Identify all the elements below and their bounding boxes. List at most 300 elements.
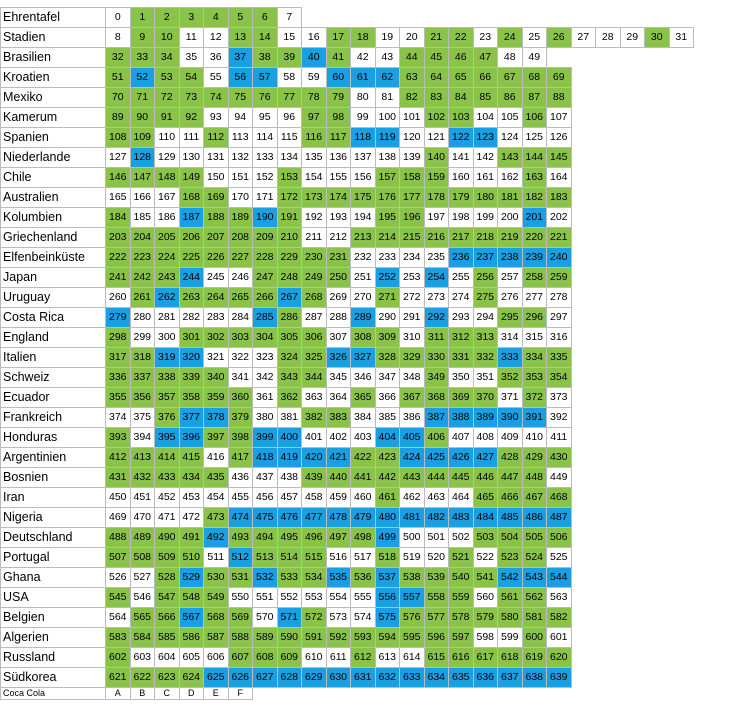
grid-cell[interactable]: 204 — [130, 228, 155, 248]
grid-cell[interactable]: 568 — [204, 608, 229, 628]
team-name[interactable]: Südkorea — [1, 668, 106, 688]
grid-cell[interactable]: 230 — [302, 248, 327, 268]
grid-cell[interactable]: 441 — [351, 468, 376, 488]
grid-cell[interactable]: 314 — [498, 328, 523, 348]
grid-cell[interactable]: 614 — [400, 648, 425, 668]
grid-cell[interactable]: 386 — [400, 408, 425, 428]
grid-cell[interactable]: 173 — [302, 188, 327, 208]
grid-cell[interactable]: 164 — [547, 168, 572, 188]
grid-cell[interactable]: 545 — [106, 588, 131, 608]
grid-cell[interactable]: 405 — [400, 428, 425, 448]
grid-cell[interactable]: 98 — [326, 108, 351, 128]
team-name[interactable]: Iran — [1, 488, 106, 508]
grid-cell[interactable]: 548 — [179, 588, 204, 608]
grid-cell[interactable]: 598 — [473, 628, 498, 648]
grid-cell[interactable]: 229 — [277, 248, 302, 268]
grid-cell[interactable]: 502 — [449, 528, 474, 548]
grid-cell[interactable]: 609 — [277, 648, 302, 668]
grid-cell[interactable]: 409 — [498, 428, 523, 448]
grid-cell[interactable]: 596 — [424, 628, 449, 648]
grid-cell[interactable]: 28 — [596, 28, 621, 48]
grid-cell[interactable]: 138 — [375, 148, 400, 168]
grid-cell[interactable]: 258 — [522, 268, 547, 288]
grid-cell[interactable]: 242 — [130, 268, 155, 288]
grid-cell[interactable]: 66 — [473, 68, 498, 88]
grid-cell[interactable]: 142 — [473, 148, 498, 168]
grid-cell[interactable]: 132 — [228, 148, 253, 168]
grid-cell[interactable]: 307 — [326, 328, 351, 348]
team-name[interactable]: Schweiz — [1, 368, 106, 388]
grid-cell[interactable]: 526 — [106, 568, 131, 588]
grid-cell[interactable]: 198 — [449, 208, 474, 228]
grid-cell[interactable]: 512 — [228, 548, 253, 568]
grid-cell[interactable]: 271 — [375, 288, 400, 308]
team-name[interactable]: USA — [1, 588, 106, 608]
grid-cell[interactable]: 174 — [326, 188, 351, 208]
grid-cell[interactable]: 9 — [130, 28, 155, 48]
grid-cell[interactable]: 29 — [620, 28, 645, 48]
grid-cell[interactable]: 208 — [228, 228, 253, 248]
grid-cell[interactable]: 121 — [424, 128, 449, 148]
grid-cell[interactable]: 167 — [155, 188, 180, 208]
grid-cell[interactable]: 616 — [449, 648, 474, 668]
grid-cell[interactable]: 194 — [351, 208, 376, 228]
grid-cell[interactable]: 543 — [522, 568, 547, 588]
grid-cell[interactable]: 367 — [400, 388, 425, 408]
grid-cell[interactable]: A — [106, 688, 131, 700]
grid-cell[interactable]: 581 — [522, 608, 547, 628]
team-name[interactable]: Portugal — [1, 548, 106, 568]
grid-cell[interactable]: 39 — [277, 48, 302, 68]
team-name[interactable]: England — [1, 328, 106, 348]
grid-cell[interactable]: 46 — [449, 48, 474, 68]
grid-cell[interactable]: 553 — [302, 588, 327, 608]
grid-cell[interactable]: 470 — [130, 508, 155, 528]
grid-cell[interactable]: 188 — [204, 208, 229, 228]
grid-cell[interactable]: 423 — [375, 448, 400, 468]
grid-cell[interactable]: 522 — [473, 548, 498, 568]
grid-cell[interactable]: 475 — [253, 508, 278, 528]
grid-cell[interactable]: 339 — [179, 368, 204, 388]
grid-cell[interactable]: 369 — [449, 388, 474, 408]
grid-cell[interactable]: 479 — [351, 508, 376, 528]
grid-cell[interactable]: 514 — [277, 548, 302, 568]
grid-cell[interactable]: 16 — [302, 28, 327, 48]
grid-cell[interactable]: 606 — [204, 648, 229, 668]
grid-cell[interactable]: 248 — [277, 268, 302, 288]
grid-cell[interactable]: 322 — [228, 348, 253, 368]
grid-cell[interactable]: 283 — [204, 308, 229, 328]
grid-cell[interactable]: 507 — [106, 548, 131, 568]
grid-cell[interactable]: 76 — [253, 88, 278, 108]
grid-cell[interactable]: 329 — [400, 348, 425, 368]
grid-cell[interactable]: 20 — [400, 28, 425, 48]
grid-cell[interactable]: 468 — [547, 488, 572, 508]
grid-cell[interactable]: 3 — [179, 8, 204, 28]
grid-cell[interactable]: 521 — [449, 548, 474, 568]
grid-cell[interactable]: 443 — [400, 468, 425, 488]
grid-cell[interactable]: 15 — [277, 28, 302, 48]
grid-cell[interactable]: 250 — [326, 268, 351, 288]
grid-cell[interactable]: 591 — [302, 628, 327, 648]
grid-cell[interactable]: 143 — [498, 148, 523, 168]
grid-cell[interactable]: 220 — [522, 228, 547, 248]
grid-cell[interactable]: 489 — [130, 528, 155, 548]
grid-cell[interactable]: 437 — [253, 468, 278, 488]
grid-cell[interactable]: 244 — [179, 268, 204, 288]
grid-cell[interactable]: 391 — [522, 408, 547, 428]
grid-cell[interactable]: 627 — [253, 668, 278, 688]
grid-cell[interactable]: 238 — [498, 248, 523, 268]
grid-cell[interactable]: 303 — [228, 328, 253, 348]
grid-cell[interactable]: 186 — [155, 208, 180, 228]
grid-cell[interactable]: 421 — [326, 448, 351, 468]
grid-cell[interactable]: 341 — [228, 368, 253, 388]
grid-cell[interactable]: 528 — [155, 568, 180, 588]
grid-cell[interactable]: 631 — [351, 668, 376, 688]
grid-cell[interactable]: 252 — [375, 268, 400, 288]
grid-cell[interactable]: 195 — [375, 208, 400, 228]
grid-cell[interactable]: 382 — [302, 408, 327, 428]
grid-cell[interactable]: 461 — [375, 488, 400, 508]
grid-cell[interactable]: 54 — [179, 68, 204, 88]
team-name[interactable]: Kroatien — [1, 68, 106, 88]
grid-cell[interactable]: 251 — [351, 268, 376, 288]
grid-cell[interactable]: 433 — [155, 468, 180, 488]
grid-cell[interactable]: 467 — [522, 488, 547, 508]
grid-cell[interactable]: 207 — [204, 228, 229, 248]
grid-cell[interactable]: 424 — [400, 448, 425, 468]
grid-cell[interactable]: 558 — [424, 588, 449, 608]
team-name[interactable]: Algerien — [1, 628, 106, 648]
grid-cell[interactable]: 505 — [522, 528, 547, 548]
grid-cell[interactable]: 8 — [106, 28, 131, 48]
grid-cell[interactable]: 636 — [473, 668, 498, 688]
grid-cell[interactable]: 124 — [498, 128, 523, 148]
grid-cell[interactable]: 269 — [326, 288, 351, 308]
grid-cell[interactable]: 618 — [498, 648, 523, 668]
grid-cell[interactable]: 494 — [253, 528, 278, 548]
grid-cell[interactable]: 473 — [204, 508, 229, 528]
grid-cell[interactable]: 193 — [326, 208, 351, 228]
row-label-ehrentafel[interactable]: Ehrentafel — [1, 8, 106, 28]
grid-cell[interactable]: 159 — [424, 168, 449, 188]
grid-cell[interactable]: 80 — [351, 88, 376, 108]
grid-cell[interactable]: 538 — [400, 568, 425, 588]
grid-cell[interactable]: 550 — [228, 588, 253, 608]
grid-cell[interactable]: 44 — [400, 48, 425, 68]
grid-cell[interactable]: 126 — [547, 128, 572, 148]
grid-cell[interactable]: 247 — [253, 268, 278, 288]
grid-cell[interactable]: 497 — [326, 528, 351, 548]
grid-cell[interactable]: 81 — [375, 88, 400, 108]
grid-cell[interactable]: 426 — [449, 448, 474, 468]
grid-cell[interactable]: 65 — [449, 68, 474, 88]
grid-cell[interactable]: 578 — [449, 608, 474, 628]
grid-cell[interactable]: 448 — [522, 468, 547, 488]
grid-cell[interactable]: 249 — [302, 268, 327, 288]
grid-cell[interactable]: 232 — [351, 248, 376, 268]
grid-cell[interactable]: 471 — [155, 508, 180, 528]
grid-cell[interactable]: 464 — [449, 488, 474, 508]
grid-cell[interactable]: 571 — [277, 608, 302, 628]
grid-cell[interactable]: 350 — [449, 368, 474, 388]
grid-cell[interactable]: 150 — [204, 168, 229, 188]
grid-cell[interactable]: 583 — [106, 628, 131, 648]
grid-cell[interactable]: 24 — [498, 28, 523, 48]
grid-cell[interactable]: 607 — [228, 648, 253, 668]
team-name[interactable]: Italien — [1, 348, 106, 368]
grid-cell[interactable]: 110 — [155, 128, 180, 148]
grid-cell[interactable]: 394 — [130, 428, 155, 448]
grid-cell[interactable]: 429 — [522, 448, 547, 468]
grid-cell[interactable]: 447 — [498, 468, 523, 488]
grid-cell[interactable]: 73 — [179, 88, 204, 108]
grid-cell[interactable]: 278 — [547, 288, 572, 308]
grid-cell[interactable]: 498 — [351, 528, 376, 548]
row-label-coca-cola[interactable]: Coca Cola — [1, 688, 106, 700]
grid-cell[interactable]: 152 — [253, 168, 278, 188]
grid-cell[interactable]: 199 — [473, 208, 498, 228]
grid-cell[interactable]: 551 — [253, 588, 278, 608]
grid-cell[interactable]: 114 — [253, 128, 278, 148]
grid-cell[interactable]: 147 — [130, 168, 155, 188]
grid-cell[interactable]: 32 — [106, 48, 131, 68]
grid-cell[interactable]: 227 — [228, 248, 253, 268]
grid-cell[interactable]: 179 — [449, 188, 474, 208]
grid-cell[interactable]: 83 — [424, 88, 449, 108]
grid-cell[interactable]: 425 — [424, 448, 449, 468]
grid-cell[interactable]: 40 — [302, 48, 327, 68]
grid-cell[interactable]: 34 — [155, 48, 180, 68]
grid-cell[interactable]: 359 — [204, 388, 229, 408]
grid-cell[interactable]: 151 — [228, 168, 253, 188]
team-name[interactable]: Griechenland — [1, 228, 106, 248]
grid-cell[interactable]: 240 — [547, 248, 572, 268]
grid-cell[interactable]: 585 — [155, 628, 180, 648]
grid-cell[interactable]: 483 — [449, 508, 474, 528]
grid-cell[interactable]: 43 — [375, 48, 400, 68]
grid-cell[interactable]: 589 — [253, 628, 278, 648]
grid-cell[interactable]: 263 — [179, 288, 204, 308]
grid-cell[interactable]: 127 — [106, 148, 131, 168]
team-name[interactable]: Russland — [1, 648, 106, 668]
grid-cell[interactable]: 336 — [106, 368, 131, 388]
grid-cell[interactable]: 170 — [228, 188, 253, 208]
grid-cell[interactable]: 19 — [375, 28, 400, 48]
grid-cell[interactable]: 104 — [473, 108, 498, 128]
grid-cell[interactable]: 590 — [277, 628, 302, 648]
grid-cell[interactable]: 273 — [424, 288, 449, 308]
grid-cell[interactable]: 262 — [155, 288, 180, 308]
grid-cell[interactable]: 556 — [375, 588, 400, 608]
team-name[interactable]: Australien — [1, 188, 106, 208]
grid-cell[interactable]: 388 — [449, 408, 474, 428]
grid-cell[interactable]: 176 — [375, 188, 400, 208]
grid-cell[interactable]: 175 — [351, 188, 376, 208]
grid-cell[interactable]: 428 — [498, 448, 523, 468]
grid-cell[interactable]: 189 — [228, 208, 253, 228]
grid-cell[interactable]: 491 — [179, 528, 204, 548]
grid-cell[interactable]: 119 — [375, 128, 400, 148]
grid-cell[interactable]: 555 — [351, 588, 376, 608]
grid-cell[interactable]: 334 — [522, 348, 547, 368]
grid-cell[interactable]: 145 — [547, 148, 572, 168]
grid-cell[interactable]: 346 — [351, 368, 376, 388]
grid-cell[interactable]: 347 — [375, 368, 400, 388]
team-name[interactable]: Ecuador — [1, 388, 106, 408]
grid-cell[interactable]: 209 — [253, 228, 278, 248]
grid-cell[interactable]: 366 — [375, 388, 400, 408]
grid-cell[interactable]: 304 — [253, 328, 278, 348]
grid-cell[interactable]: 573 — [326, 608, 351, 628]
grid-cell[interactable]: 185 — [130, 208, 155, 228]
grid-cell[interactable]: 340 — [204, 368, 229, 388]
grid-cell[interactable]: 113 — [228, 128, 253, 148]
grid-cell[interactable]: 638 — [522, 668, 547, 688]
grid-cell[interactable]: 17 — [326, 28, 351, 48]
grid-cell[interactable]: 146 — [106, 168, 131, 188]
grid-cell[interactable]: 397 — [204, 428, 229, 448]
grid-cell[interactable]: 436 — [228, 468, 253, 488]
team-name[interactable]: Belgien — [1, 608, 106, 628]
grid-cell[interactable]: 560 — [473, 588, 498, 608]
grid-cell[interactable]: 375 — [130, 408, 155, 428]
grid-cell[interactable]: 48 — [498, 48, 523, 68]
grid-cell[interactable]: 300 — [155, 328, 180, 348]
grid-cell[interactable]: 87 — [522, 88, 547, 108]
grid-cell[interactable]: 356 — [130, 388, 155, 408]
grid-cell[interactable]: 22 — [449, 28, 474, 48]
grid-cell[interactable]: 504 — [498, 528, 523, 548]
grid-cell[interactable]: 592 — [326, 628, 351, 648]
grid-cell[interactable]: 302 — [204, 328, 229, 348]
grid-cell[interactable]: 608 — [253, 648, 278, 668]
grid-cell[interactable]: 134 — [277, 148, 302, 168]
grid-cell[interactable]: 131 — [204, 148, 229, 168]
grid-cell[interactable]: 257 — [498, 268, 523, 288]
grid-cell[interactable]: 305 — [277, 328, 302, 348]
grid-cell[interactable]: 597 — [449, 628, 474, 648]
grid-cell[interactable]: 36 — [204, 48, 229, 68]
grid-cell[interactable]: 513 — [253, 548, 278, 568]
grid-cell[interactable]: 86 — [498, 88, 523, 108]
grid-cell[interactable]: 100 — [375, 108, 400, 128]
grid-cell[interactable]: 149 — [179, 168, 204, 188]
grid-cell[interactable]: 172 — [277, 188, 302, 208]
grid-cell[interactable]: 116 — [302, 128, 327, 148]
grid-cell[interactable]: 569 — [228, 608, 253, 628]
grid-cell[interactable]: 452 — [155, 488, 180, 508]
grid-cell[interactable]: 537 — [375, 568, 400, 588]
team-name[interactable]: Chile — [1, 168, 106, 188]
team-name[interactable]: Frankreich — [1, 408, 106, 428]
grid-cell[interactable]: 516 — [326, 548, 351, 568]
grid-cell[interactable]: 296 — [522, 308, 547, 328]
grid-cell[interactable]: 233 — [375, 248, 400, 268]
grid-cell[interactable]: 57 — [253, 68, 278, 88]
grid-cell[interactable]: 223 — [130, 248, 155, 268]
grid-cell[interactable]: 64 — [424, 68, 449, 88]
grid-cell[interactable]: 53 — [155, 68, 180, 88]
grid-cell[interactable]: 225 — [179, 248, 204, 268]
team-name[interactable]: Ghana — [1, 568, 106, 588]
grid-cell[interactable]: 357 — [155, 388, 180, 408]
grid-cell[interactable]: 384 — [351, 408, 376, 428]
grid-cell[interactable]: 275 — [473, 288, 498, 308]
grid-cell[interactable]: 35 — [179, 48, 204, 68]
grid-cell[interactable]: 239 — [522, 248, 547, 268]
grid-cell[interactable]: 316 — [547, 328, 572, 348]
grid-cell[interactable]: 253 — [400, 268, 425, 288]
grid-cell[interactable]: 310 — [400, 328, 425, 348]
grid-cell[interactable]: 472 — [179, 508, 204, 528]
grid-cell[interactable]: 630 — [326, 668, 351, 688]
grid-cell[interactable]: 72 — [155, 88, 180, 108]
grid-cell[interactable]: 410 — [522, 428, 547, 448]
grid-cell[interactable]: 628 — [277, 668, 302, 688]
grid-cell[interactable]: 14 — [253, 28, 278, 48]
grid-cell[interactable]: 13 — [228, 28, 253, 48]
team-name[interactable]: Kamerum — [1, 108, 106, 128]
grid-cell[interactable]: 292 — [424, 308, 449, 328]
grid-cell[interactable]: 518 — [375, 548, 400, 568]
grid-cell[interactable]: 535 — [326, 568, 351, 588]
grid-cell[interactable]: 605 — [179, 648, 204, 668]
grid-cell[interactable]: 602 — [106, 648, 131, 668]
grid-cell[interactable]: 224 — [155, 248, 180, 268]
grid-cell[interactable]: 511 — [204, 548, 229, 568]
grid-cell[interactable]: 456 — [253, 488, 278, 508]
grid-cell[interactable]: 69 — [547, 68, 572, 88]
grid-cell[interactable]: 496 — [302, 528, 327, 548]
grid-cell[interactable]: 449 — [547, 468, 572, 488]
grid-cell[interactable]: 60 — [326, 68, 351, 88]
grid-cell[interactable]: 291 — [400, 308, 425, 328]
grid-cell[interactable]: 75 — [228, 88, 253, 108]
grid-cell[interactable]: 363 — [302, 388, 327, 408]
grid-cell[interactable]: 289 — [351, 308, 376, 328]
grid-cell[interactable]: 431 — [106, 468, 131, 488]
grid-cell[interactable]: 487 — [547, 508, 572, 528]
grid-cell[interactable]: 371 — [498, 388, 523, 408]
grid-cell[interactable]: 587 — [204, 628, 229, 648]
grid-cell[interactable]: 474 — [228, 508, 253, 528]
grid-cell[interactable]: 480 — [375, 508, 400, 528]
grid-cell[interactable]: 163 — [522, 168, 547, 188]
grid-cell[interactable]: 89 — [106, 108, 131, 128]
grid-cell[interactable]: 509 — [155, 548, 180, 568]
grid-cell[interactable]: 270 — [351, 288, 376, 308]
grid-cell[interactable]: 488 — [106, 528, 131, 548]
grid-cell[interactable]: 544 — [547, 568, 572, 588]
grid-cell[interactable]: 306 — [302, 328, 327, 348]
grid-cell[interactable]: 370 — [473, 388, 498, 408]
grid-cell[interactable]: 450 — [106, 488, 131, 508]
grid-cell[interactable]: 570 — [253, 608, 278, 628]
grid-cell[interactable]: 319 — [155, 348, 180, 368]
grid-cell[interactable]: 362 — [277, 388, 302, 408]
grid-cell[interactable]: 82 — [400, 88, 425, 108]
grid-cell[interactable]: 7 — [277, 8, 302, 28]
grid-cell[interactable]: 243 — [155, 268, 180, 288]
grid-cell[interactable]: 254 — [424, 268, 449, 288]
team-name[interactable]: Mexiko — [1, 88, 106, 108]
grid-cell[interactable]: 383 — [326, 408, 351, 428]
grid-cell[interactable]: 454 — [204, 488, 229, 508]
grid-cell[interactable]: 41 — [326, 48, 351, 68]
grid-cell[interactable]: 136 — [326, 148, 351, 168]
